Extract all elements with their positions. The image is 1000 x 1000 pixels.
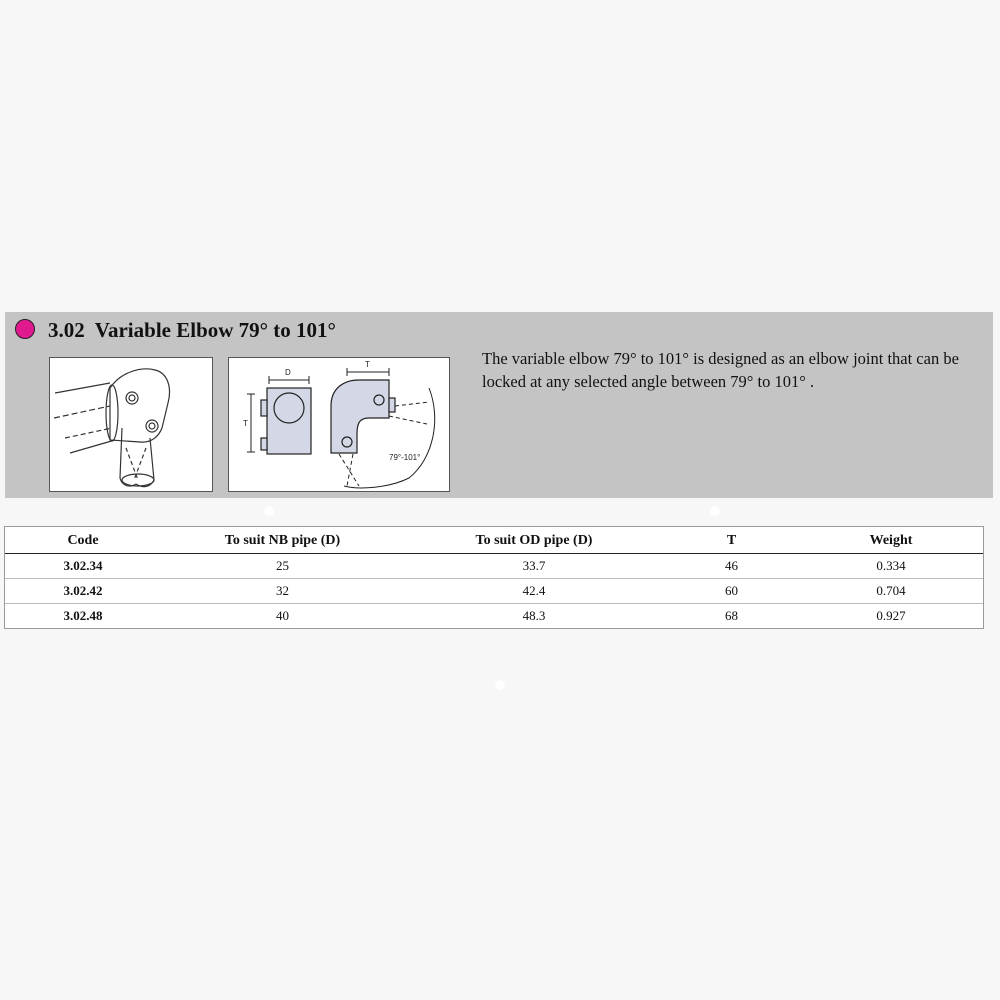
- cell-nb-pipe: 40: [276, 608, 289, 623]
- specifications-table: [4, 526, 984, 629]
- column-header-code: Code: [5, 527, 161, 554]
- cell-nb-pipe: 25: [161, 554, 404, 579]
- table-row: [5, 554, 983, 579]
- technical-drawing: [228, 357, 450, 492]
- cell-od-pipe: 42.4: [404, 579, 664, 604]
- table-row: [5, 579, 983, 604]
- angle-range-label: 79°-101°: [389, 453, 421, 462]
- cell-t: 60: [664, 579, 799, 604]
- product-title: [48, 316, 336, 344]
- cell-code: 3.02.42: [5, 579, 161, 604]
- cell-weight: 0.927: [876, 608, 906, 623]
- elbow-dimension-drawing: [229, 358, 449, 491]
- column-header-od-pipe: To suit OD pipe (D): [404, 527, 664, 554]
- cell-nb-pipe: 32: [161, 579, 404, 604]
- decorative-dot: [264, 506, 274, 516]
- elbow-photo-illustration: [50, 358, 212, 491]
- column-header-nb-pipe: To suit NB pipe (D): [161, 527, 404, 554]
- cell-od-pipe: 33.7: [404, 554, 664, 579]
- dimension-d-label: D: [285, 368, 291, 377]
- decorative-dot: [495, 680, 505, 690]
- cell-code: 3.02.48: [63, 608, 103, 623]
- column-header-t: T: [664, 527, 799, 554]
- cell-code: 3.02.34: [5, 554, 161, 579]
- cell-t: 46: [664, 554, 799, 579]
- cell-weight: 0.334: [799, 554, 983, 579]
- cell-od-pipe: 48.3: [522, 608, 546, 623]
- dimension-t-top-label: T: [365, 360, 370, 369]
- cell-t: 68: [725, 608, 738, 623]
- table-header-row: [5, 527, 983, 554]
- cell-weight: 0.704: [799, 579, 983, 604]
- bullet-icon: [15, 319, 35, 339]
- dimension-t-left-label: T: [243, 419, 248, 428]
- product-name: Variable Elbow 79° to 101°: [94, 318, 336, 342]
- column-header-weight: Weight: [799, 527, 983, 554]
- decorative-dot: [710, 506, 720, 516]
- product-number: 3.02: [48, 318, 85, 342]
- product-description: The variable elbow 79° to 101° is designed as an elbow joint that can be locked at any selected angle between 79° to 101° .: [482, 349, 959, 391]
- product-photo: [49, 357, 213, 492]
- table-row: [5, 604, 983, 629]
